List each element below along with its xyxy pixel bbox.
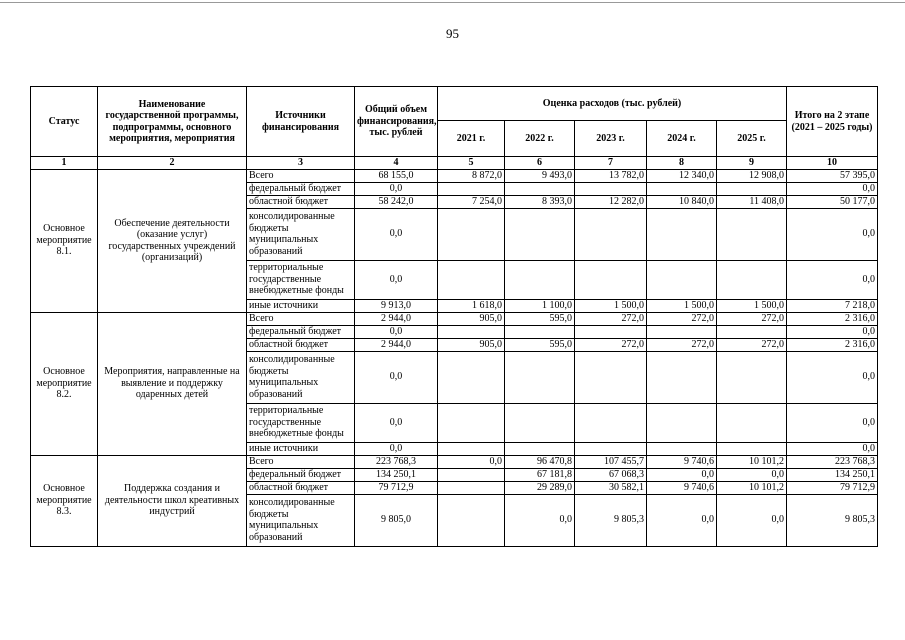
year-value-cell: 12 908,0	[717, 169, 787, 182]
header-year: 2021 г.	[438, 121, 505, 157]
year-value-cell	[647, 442, 717, 455]
year-value-cell	[438, 494, 505, 546]
stage-total-cell: 57 395,0	[787, 169, 878, 182]
year-value-cell: 96 470,8	[505, 455, 575, 468]
year-value-cell: 0,0	[647, 494, 717, 546]
year-value-cell: 10 101,2	[717, 481, 787, 494]
year-value-cell: 1 500,0	[647, 299, 717, 312]
year-value-cell	[438, 182, 505, 195]
year-value-cell: 272,0	[717, 338, 787, 351]
total-cell: 0,0	[355, 260, 438, 299]
total-cell: 0,0	[355, 351, 438, 403]
year-value-cell: 12 282,0	[575, 195, 647, 208]
top-border-line	[0, 2, 905, 3]
stage-total-cell: 9 805,3	[787, 494, 878, 546]
total-cell: 9 913,0	[355, 299, 438, 312]
total-cell: 134 250,1	[355, 468, 438, 481]
status-cell: Основное мероприятие 8.2.	[31, 312, 98, 455]
year-value-cell	[717, 208, 787, 260]
year-value-cell: 1 100,0	[505, 299, 575, 312]
year-value-cell	[647, 208, 717, 260]
column-number: 8	[647, 157, 717, 170]
total-cell: 79 712,9	[355, 481, 438, 494]
year-value-cell: 8 872,0	[438, 169, 505, 182]
year-value-cell: 0,0	[505, 494, 575, 546]
year-value-cell	[647, 403, 717, 442]
year-value-cell	[575, 260, 647, 299]
source-cell: Всего	[247, 455, 355, 468]
year-value-cell: 0,0	[647, 468, 717, 481]
activity-name-cell: Обеспечение деятельности (оказание услуг) государственных учреждений (организаций)	[98, 169, 247, 312]
total-cell: 68 155,0	[355, 169, 438, 182]
header-year: 2024 г.	[647, 121, 717, 157]
total-cell: 0,0	[355, 442, 438, 455]
source-cell: иные источники	[247, 442, 355, 455]
year-value-cell	[575, 442, 647, 455]
year-value-cell	[575, 208, 647, 260]
year-value-cell: 272,0	[647, 312, 717, 325]
header-name: Наименование государственной программы, подпрограммы, основного мероприятия, мероприятия	[98, 87, 247, 157]
year-value-cell: 107 455,7	[575, 455, 647, 468]
year-value-cell: 595,0	[505, 338, 575, 351]
stage-total-cell: 223 768,3	[787, 455, 878, 468]
column-number: 4	[355, 157, 438, 170]
source-cell: федеральный бюджет	[247, 468, 355, 481]
year-value-cell: 9 493,0	[505, 169, 575, 182]
year-value-cell	[505, 403, 575, 442]
year-value-cell: 11 408,0	[717, 195, 787, 208]
year-value-cell: 7 254,0	[438, 195, 505, 208]
year-value-cell: 1 500,0	[575, 299, 647, 312]
total-cell: 0,0	[355, 325, 438, 338]
year-value-cell	[647, 351, 717, 403]
year-value-cell: 905,0	[438, 338, 505, 351]
year-value-cell	[575, 325, 647, 338]
stage-total-cell: 79 712,9	[787, 481, 878, 494]
year-value-cell	[647, 260, 717, 299]
year-value-cell	[505, 260, 575, 299]
year-value-cell	[438, 481, 505, 494]
year-value-cell	[575, 182, 647, 195]
stage-total-cell: 0,0	[787, 351, 878, 403]
column-number: 2	[98, 157, 247, 170]
year-value-cell	[438, 442, 505, 455]
year-value-cell	[575, 351, 647, 403]
year-value-cell: 0,0	[717, 494, 787, 546]
year-value-cell	[717, 403, 787, 442]
source-cell: консолидированные бюджеты муниципальных образований	[247, 208, 355, 260]
year-value-cell: 272,0	[575, 338, 647, 351]
year-value-cell: 8 393,0	[505, 195, 575, 208]
year-value-cell: 67 181,8	[505, 468, 575, 481]
year-value-cell	[717, 325, 787, 338]
stage-total-cell: 0,0	[787, 260, 878, 299]
stage-total-cell: 2 316,0	[787, 338, 878, 351]
stage-total-cell: 134 250,1	[787, 468, 878, 481]
year-value-cell	[438, 403, 505, 442]
column-number: 6	[505, 157, 575, 170]
year-value-cell	[575, 403, 647, 442]
year-value-cell: 12 340,0	[647, 169, 717, 182]
source-cell: консолидированные бюджеты муниципальных образований	[247, 494, 355, 546]
year-value-cell	[717, 182, 787, 195]
table-row	[31, 455, 878, 468]
year-value-cell: 10 101,2	[717, 455, 787, 468]
stage-total-cell: 50 177,0	[787, 195, 878, 208]
status-cell: Основное мероприятие 8.1.	[31, 169, 98, 312]
year-value-cell	[438, 468, 505, 481]
column-number: 3	[247, 157, 355, 170]
header-stage-total: Итого на 2 этапе (2021 – 2025 годы)	[787, 87, 878, 157]
source-cell: областной бюджет	[247, 481, 355, 494]
year-value-cell: 272,0	[717, 312, 787, 325]
total-cell: 2 944,0	[355, 338, 438, 351]
header-status: Статус	[31, 87, 98, 157]
year-value-cell	[438, 351, 505, 403]
source-cell: областной бюджет	[247, 195, 355, 208]
header-sources: Источники финансирования	[247, 87, 355, 157]
column-number: 5	[438, 157, 505, 170]
total-cell: 2 944,0	[355, 312, 438, 325]
stage-total-cell: 2 316,0	[787, 312, 878, 325]
year-value-cell	[505, 208, 575, 260]
column-number: 1	[31, 157, 98, 170]
total-cell: 9 805,0	[355, 494, 438, 546]
year-value-cell: 905,0	[438, 312, 505, 325]
source-cell: территориальные государственные внебюджетные фонды	[247, 403, 355, 442]
source-cell: федеральный бюджет	[247, 182, 355, 195]
year-value-cell	[717, 260, 787, 299]
year-value-cell: 9 805,3	[575, 494, 647, 546]
year-value-cell: 10 840,0	[647, 195, 717, 208]
stage-total-cell: 0,0	[787, 403, 878, 442]
stage-total-cell: 0,0	[787, 325, 878, 338]
year-value-cell	[438, 208, 505, 260]
header-estimate: Оценка расходов (тыс. рублей)	[438, 87, 787, 121]
year-value-cell	[505, 351, 575, 403]
year-value-cell	[438, 260, 505, 299]
activity-name-cell: Поддержка создания и деятельности школ креативных индустрий	[98, 455, 247, 546]
year-value-cell: 1 618,0	[438, 299, 505, 312]
year-value-cell	[505, 442, 575, 455]
year-value-cell: 0,0	[717, 468, 787, 481]
header-total: Общий объем финансирования, тыс. рублей	[355, 87, 438, 157]
stage-total-cell: 0,0	[787, 442, 878, 455]
source-cell: федеральный бюджет	[247, 325, 355, 338]
year-value-cell: 0,0	[438, 455, 505, 468]
year-value-cell	[438, 325, 505, 338]
total-cell: 0,0	[355, 403, 438, 442]
table-row	[31, 312, 878, 325]
column-number: 9	[717, 157, 787, 170]
source-cell: территориальные государственные внебюджетные фонды	[247, 260, 355, 299]
source-cell: Всего	[247, 169, 355, 182]
status-cell: Основное мероприятие 8.3.	[31, 455, 98, 546]
page-number: 95	[446, 26, 459, 41]
source-cell: иные источники	[247, 299, 355, 312]
year-value-cell: 9 740,6	[647, 481, 717, 494]
year-value-cell: 9 740,6	[647, 455, 717, 468]
year-value-cell	[717, 351, 787, 403]
table-row	[31, 169, 878, 182]
year-value-cell: 595,0	[505, 312, 575, 325]
activity-name-cell: Мероприятия, направленные на выявление и поддержку одаренных детей	[98, 312, 247, 455]
financing-table	[30, 86, 878, 547]
total-cell: 0,0	[355, 208, 438, 260]
source-cell: Всего	[247, 312, 355, 325]
year-value-cell	[717, 442, 787, 455]
stage-total-cell: 7 218,0	[787, 299, 878, 312]
year-value-cell: 13 782,0	[575, 169, 647, 182]
source-cell: консолидированные бюджеты муниципальных образований	[247, 351, 355, 403]
year-value-cell	[647, 182, 717, 195]
header-year: 2022 г.	[505, 121, 575, 157]
total-cell: 58 242,0	[355, 195, 438, 208]
stage-total-cell: 0,0	[787, 208, 878, 260]
year-value-cell	[505, 182, 575, 195]
year-value-cell	[505, 325, 575, 338]
year-value-cell: 272,0	[575, 312, 647, 325]
year-value-cell: 29 289,0	[505, 481, 575, 494]
total-cell: 0,0	[355, 182, 438, 195]
source-cell: областной бюджет	[247, 338, 355, 351]
year-value-cell: 1 500,0	[717, 299, 787, 312]
year-value-cell: 67 068,3	[575, 468, 647, 481]
header-year: 2025 г.	[717, 121, 787, 157]
column-number: 10	[787, 157, 878, 170]
year-value-cell: 30 582,1	[575, 481, 647, 494]
year-value-cell	[647, 325, 717, 338]
header-year: 2023 г.	[575, 121, 647, 157]
total-cell: 223 768,3	[355, 455, 438, 468]
stage-total-cell: 0,0	[787, 182, 878, 195]
column-number: 7	[575, 157, 647, 170]
year-value-cell: 272,0	[647, 338, 717, 351]
